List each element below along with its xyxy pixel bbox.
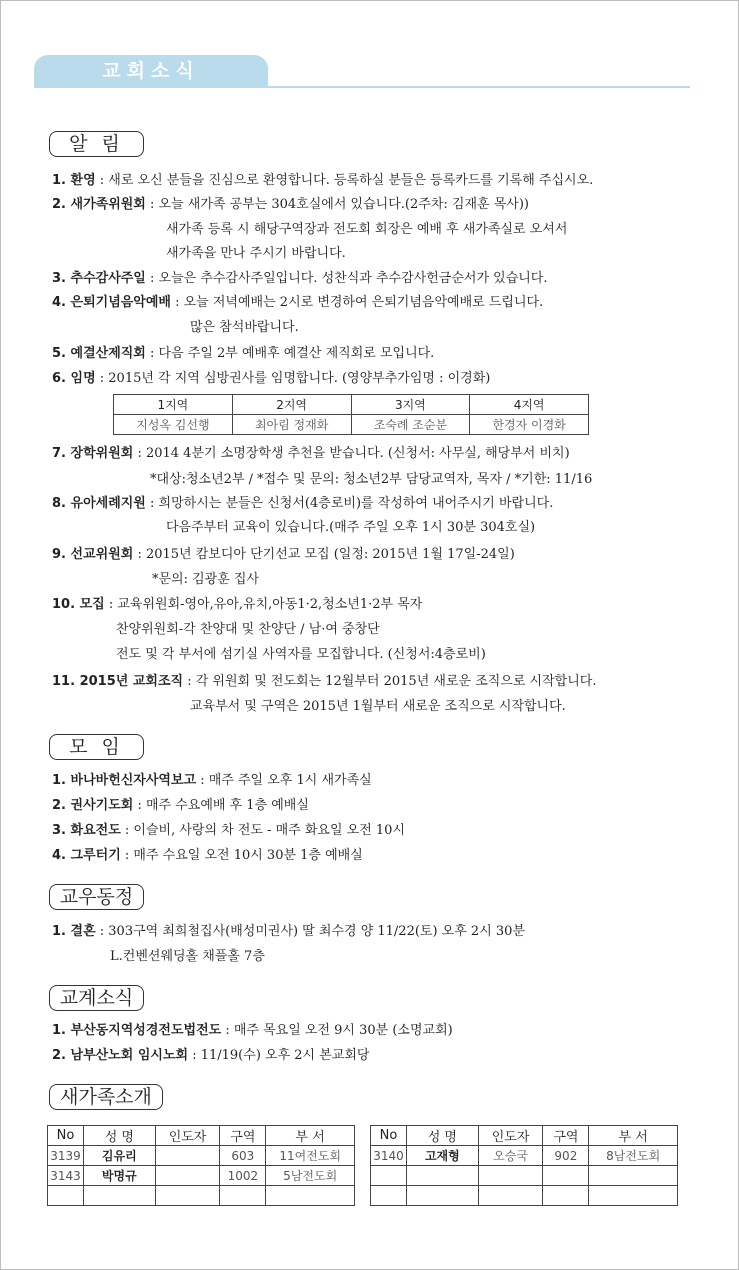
item-title: 모집 xyxy=(79,597,105,612)
list-item-continuation xyxy=(116,645,486,665)
item-number: 3. xyxy=(52,271,66,286)
row-department xyxy=(589,1166,678,1186)
row-name: 박명규 xyxy=(83,1166,155,1186)
item-number: 11. xyxy=(52,674,76,689)
page-title: 교회소식 xyxy=(102,60,200,82)
item-title: 환영 xyxy=(70,173,96,188)
list-item xyxy=(52,545,515,565)
item-text: 많은 참석바랍니다. xyxy=(190,320,299,335)
list-item-continuation xyxy=(166,220,567,240)
region-table xyxy=(113,394,589,435)
region-header-cell: 2지역 xyxy=(232,395,351,415)
item-title: 부산동지역성경전도법전도 xyxy=(70,1023,222,1038)
item-text: : 오늘 저녁예배는 2시로 변경하여 은퇴기념음악예배로 드립니다. xyxy=(170,295,544,310)
item-text: *문의: 김광훈 집사 xyxy=(152,572,260,587)
item-number: 7. xyxy=(52,446,66,461)
item-text: : 2015년 캄보디아 단기선교 모집 (일정: 2015년 1월 17일-24일) xyxy=(133,547,515,562)
row-guide xyxy=(478,1166,543,1186)
item-text: 새가족을 만나 주시기 바랍니다. xyxy=(166,246,346,261)
item-number: 2. xyxy=(52,798,66,813)
region-table-row xyxy=(114,415,589,435)
item-text: : 교육위원회-영아,유아,유치,아동1·2,청소년1·2부 목자 xyxy=(104,597,423,612)
row-no: 3140 xyxy=(371,1146,407,1166)
item-text: : 2014 4분기 소명장학생 추천을 받습니다. (신청서: 사무실, 해당부서 비치) xyxy=(133,446,570,461)
item-title: 예결산제직회 xyxy=(70,346,146,361)
table-row xyxy=(48,1186,355,1206)
item-text: : 이슬비, 사랑의 차 전도 - 매주 화요일 오전 10시 xyxy=(120,823,406,838)
row-district xyxy=(543,1186,589,1206)
region-cell: 지성옥 김선행 xyxy=(114,415,233,435)
list-item-continuation xyxy=(166,244,346,264)
row-district: 1002 xyxy=(220,1166,266,1186)
item-number: 1. xyxy=(52,173,66,188)
item-title: 유아세례지원 xyxy=(70,496,146,511)
item-title: 임명 xyxy=(70,371,96,386)
list-item xyxy=(52,796,309,816)
row-guide xyxy=(478,1186,543,1206)
col-header: 부 서 xyxy=(266,1126,355,1146)
item-title: 바나바헌신자사역보고 xyxy=(70,773,197,788)
list-item-continuation xyxy=(190,318,299,338)
list-item xyxy=(52,444,570,464)
list-item xyxy=(52,846,363,866)
row-department: 8남전도회 xyxy=(589,1146,678,1166)
table-row xyxy=(48,1146,355,1166)
item-text: : 새로 오신 분들을 진심으로 환영합니다. 등록하실 분들은 등록카드를 기록해 주십시오. xyxy=(95,173,594,188)
list-item-continuation xyxy=(166,518,535,538)
col-header: 인도자 xyxy=(478,1126,543,1146)
list-item-continuation xyxy=(116,620,380,640)
list-item xyxy=(52,821,405,841)
item-text: 찬양위원회-각 찬양대 및 찬양단 / 남·여 중창단 xyxy=(116,622,380,637)
col-header: 성 명 xyxy=(406,1126,478,1146)
row-department: 11여전도회 xyxy=(266,1146,355,1166)
list-item xyxy=(52,595,422,615)
table-row xyxy=(371,1166,678,1186)
row-guide xyxy=(155,1146,220,1166)
item-text: : 다음 주일 2부 예배후 예결산 제직회로 모입니다. xyxy=(145,346,435,361)
item-text: : 11/19(수) 오후 2시 본교회당 xyxy=(188,1048,370,1063)
section-denomination-title: 교계소식 xyxy=(49,985,144,1011)
table-row xyxy=(48,1166,355,1186)
item-number: 8. xyxy=(52,496,66,511)
list-item-continuation xyxy=(110,947,265,967)
item-number: 1. xyxy=(52,773,66,788)
row-department: 5남전도회 xyxy=(266,1166,355,1186)
item-title: 화요전도 xyxy=(70,823,121,838)
region-table-header xyxy=(114,395,589,415)
region-cell: 조숙례 조순분 xyxy=(351,415,470,435)
table-row xyxy=(371,1146,678,1166)
list-item xyxy=(52,269,548,289)
row-district: 603 xyxy=(220,1146,266,1166)
list-item xyxy=(52,1046,369,1066)
item-title: 은퇴기념음악예배 xyxy=(70,295,171,310)
item-number: 5. xyxy=(52,346,66,361)
item-title: 그루터기 xyxy=(70,848,121,863)
list-item xyxy=(52,922,525,942)
newcomers-table-left xyxy=(47,1125,355,1206)
newcomers-header-row xyxy=(48,1126,355,1146)
item-text: : 매주 목요일 오전 9시 30분 (소명교회) xyxy=(221,1023,453,1038)
item-title: 선교위원회 xyxy=(70,547,134,562)
header-underline xyxy=(34,86,690,88)
item-text: 새가족 등록 시 해당구역장과 전도회 회장은 예배 후 새가족실로 오셔서 xyxy=(166,222,568,237)
item-text: 전도 및 각 부서에 섬기실 사역자를 모집합니다. (신청서:4층로비) xyxy=(116,647,486,662)
item-title: 2015년 교회조직 xyxy=(79,674,184,689)
col-header: 성 명 xyxy=(83,1126,155,1146)
item-number: 3. xyxy=(52,823,66,838)
item-number: 4. xyxy=(52,295,66,310)
newcomers-table-right xyxy=(370,1125,678,1206)
col-header: No xyxy=(48,1126,84,1146)
col-header: 구역 xyxy=(543,1126,589,1146)
item-text: *대상:청소년2부 / *접수 및 문의: 청소년2부 담당교역자, 목자 / *기한: 11/16 xyxy=(150,472,593,487)
item-number: 2. xyxy=(52,197,66,212)
region-cell: 한경자 이경화 xyxy=(470,415,589,435)
item-number: 10. xyxy=(52,597,76,612)
header-banner xyxy=(34,55,268,88)
list-item xyxy=(52,369,490,389)
list-item-continuation xyxy=(150,470,592,490)
newcomers-header-row xyxy=(371,1126,678,1146)
item-number: 4. xyxy=(52,848,66,863)
item-number: 1. xyxy=(52,1023,66,1038)
table-row xyxy=(371,1186,678,1206)
item-number: 9. xyxy=(52,547,66,562)
list-item-continuation xyxy=(190,697,566,717)
row-department xyxy=(589,1186,678,1206)
item-title: 추수감사주일 xyxy=(70,271,146,286)
list-item xyxy=(52,344,434,364)
section-notices-title: 알 림 xyxy=(49,131,144,157)
item-text: : 오늘은 추수감사주일입니다. 성찬식과 추수감사헌금순서가 있습니다. xyxy=(145,271,548,286)
list-item xyxy=(52,1021,453,1041)
item-text: : 매주 주일 오후 1시 새가족실 xyxy=(196,773,372,788)
item-title: 장학위원회 xyxy=(70,446,134,461)
item-number: 1. xyxy=(52,924,66,939)
row-name xyxy=(406,1186,478,1206)
item-title: 권사기도회 xyxy=(70,798,134,813)
item-text: : 2015년 각 지역 심방권사를 임명합니다. (영양부추가임명 : 이경화) xyxy=(95,371,491,386)
region-header-cell: 3지역 xyxy=(351,395,470,415)
row-name xyxy=(406,1166,478,1186)
item-title: 새가족위원회 xyxy=(70,197,146,212)
item-number: 6. xyxy=(52,371,66,386)
row-guide xyxy=(155,1186,220,1206)
section-meetings-title: 모 임 xyxy=(49,734,144,760)
row-name: 고재형 xyxy=(406,1146,478,1166)
section-newcomers-title: 새가족소개 xyxy=(49,1084,163,1110)
list-item xyxy=(52,672,596,692)
item-text: : 오늘 새가족 공부는 304호실에서 있습니다.(2주차: 김재훈 목사)) xyxy=(145,197,529,212)
row-district xyxy=(543,1166,589,1186)
item-text: 다음주부터 교육이 있습니다.(매주 주일 오후 1시 30분 304호실) xyxy=(166,520,536,535)
col-header: No xyxy=(371,1126,407,1146)
region-header-cell: 4지역 xyxy=(470,395,589,415)
row-no: 3139 xyxy=(48,1146,84,1166)
row-name xyxy=(83,1186,155,1206)
row-no xyxy=(48,1186,84,1206)
list-item xyxy=(52,195,529,215)
item-text: 교육부서 및 구역은 2015년 1월부터 새로운 조직으로 시작합니다. xyxy=(190,699,566,714)
col-header: 구역 xyxy=(220,1126,266,1146)
item-text: : 각 위원회 및 전도회는 12월부터 2015년 새로운 조직으로 시작합니다. xyxy=(183,674,597,689)
row-guide xyxy=(155,1166,220,1186)
row-district xyxy=(220,1186,266,1206)
item-text: : 303구역 최희철집사(배성미권사) 딸 최수경 양 11/22(토) 오후 2시 30분 xyxy=(95,924,525,939)
col-header: 부 서 xyxy=(589,1126,678,1146)
item-number: 2. xyxy=(52,1048,66,1063)
col-header: 인도자 xyxy=(155,1126,220,1146)
list-item xyxy=(52,171,593,191)
row-name: 김유리 xyxy=(83,1146,155,1166)
row-no: 3143 xyxy=(48,1166,84,1186)
item-text: : 매주 수요일 오전 10시 30분 1층 예배실 xyxy=(120,848,363,863)
list-item xyxy=(52,293,543,313)
item-text: L.컨벤션웨딩홀 채플홀 7층 xyxy=(110,949,265,964)
list-item xyxy=(52,494,553,514)
item-text: : 매주 수요예배 후 1층 예배실 xyxy=(133,798,309,813)
list-item xyxy=(52,771,372,791)
list-item-continuation xyxy=(152,570,259,590)
row-department xyxy=(266,1186,355,1206)
row-no xyxy=(371,1166,407,1186)
row-district: 902 xyxy=(543,1146,589,1166)
item-text: : 희망하시는 분들은 신청서(4층로비)를 작성하여 내어주시기 바랍니다. xyxy=(145,496,554,511)
item-title: 결혼 xyxy=(70,924,96,939)
region-cell: 최아림 정재화 xyxy=(232,415,351,435)
section-fellowship-title: 교우동정 xyxy=(49,884,144,910)
row-no xyxy=(371,1186,407,1206)
row-guide: 오승국 xyxy=(478,1146,543,1166)
item-title: 남부산노회 임시노회 xyxy=(70,1048,189,1063)
region-header-cell: 1지역 xyxy=(114,395,233,415)
